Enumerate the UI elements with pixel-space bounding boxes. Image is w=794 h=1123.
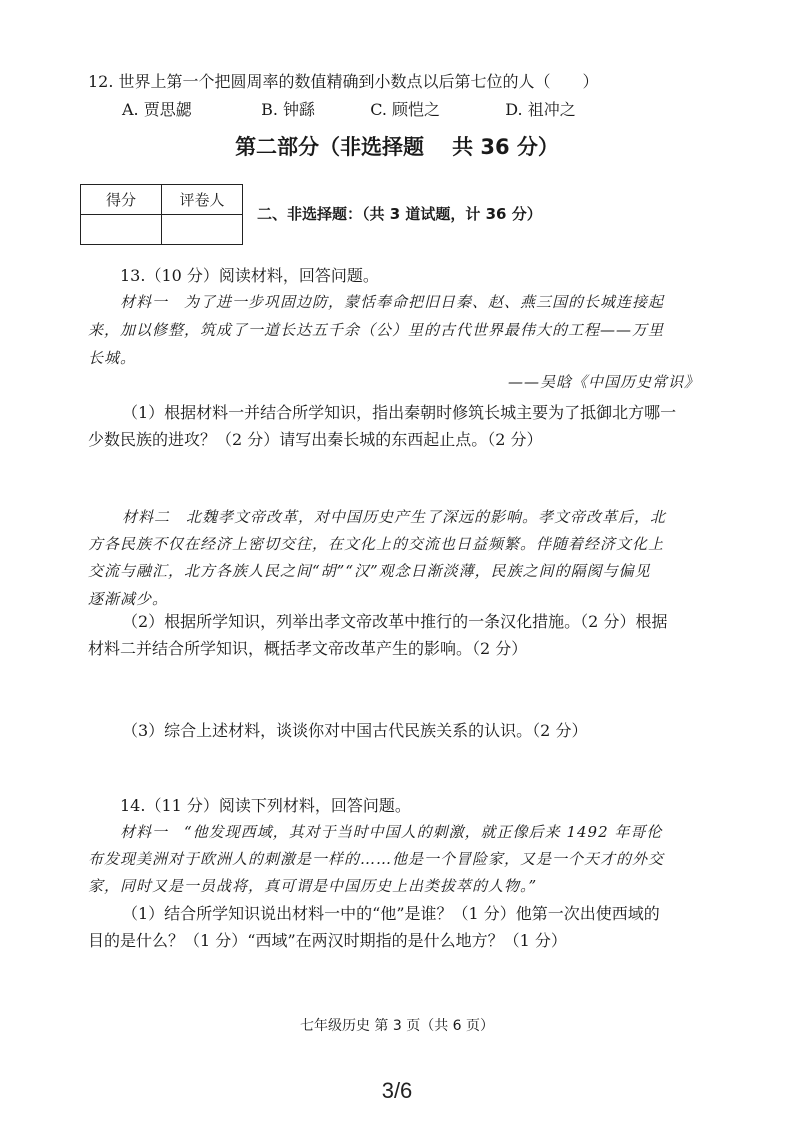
- q13-sub1-line1: （1）根据材料一并结合所学知识，指出秦朝时修筑长城主要为了抵御北方哪一: [122, 403, 677, 422]
- q13-sub2-line2: 材料二并结合所学知识，概括孝文帝改革产生的影响。（2 分）: [88, 639, 528, 658]
- q13-sub3: （3）综合上述材料，谈谈你对中国古代民族关系的认识。（2 分）: [122, 721, 588, 740]
- score-table: [80, 184, 243, 245]
- q13-material1-source: ——吴晗《中国历史常识》: [508, 373, 701, 391]
- q13-sub2-line1: （2）根据所学知识，列举出孝文帝改革中推行的一条汉化措施。（2 分）根据: [122, 612, 668, 631]
- q14-stem: 14.（11 分）阅读下列材料，回答问题。: [120, 796, 411, 815]
- section2-heading: 二、非选择题：（共 3 道试题，计 36 分）: [257, 205, 542, 223]
- grader-cell: [162, 215, 243, 245]
- q13-material2-line2: 方各民族不仅在经济上密切交往，在文化上的交流也日益频繁。伴随着经济文化上: [88, 535, 665, 553]
- q12-option-b: B. 钟繇: [261, 100, 316, 119]
- score-header: 得分: [81, 185, 162, 215]
- q13-material2-line1: 材料二 北魏孝文帝改革，对中国历史产生了深远的影响。孝文帝改革后，北: [122, 508, 667, 526]
- page-indicator: 3/6: [381, 1078, 413, 1103]
- q13-material1-line1: 材料一 为了进一步巩固边防，蒙恬奉命把旧日秦、赵、燕三国的长城连接起: [120, 293, 665, 311]
- q14-sub1-line2: 目的是什么？（1 分）“西域”在两汉时期指的是什么地方？（1 分）: [88, 931, 567, 950]
- q12-option-a: A. 贾思勰: [122, 100, 192, 119]
- score-cell: [81, 215, 162, 245]
- part2-title: [0, 133, 794, 161]
- q14-material1-line3: 家，同时又是一员战将，真可谓是中国历史上出类拔萃的人物。”: [88, 877, 538, 895]
- q14-material1-line2: 布发现美洲对于欧洲人的刺激是一样的……他是一个冒险家，又是一个天才的外交: [88, 850, 665, 868]
- q13-material2-line3: 交流与融汇，北方各族人民之间“胡”“汉”观念日渐淡薄，民族之间的隔阂与偏见: [88, 562, 651, 580]
- q12-stem: 12. 世界上第一个把圆周率的数值精确到小数点以后第七位的人（ ）: [88, 72, 599, 91]
- q13-material1-line2: 来，加以修整，筑成了一道长达五千余（公）里的古代世界最伟大的工程——万里: [88, 321, 665, 339]
- q14-sub1-line1: （1）结合所学知识说出材料一中的“他”是谁？（1 分）他第一次出使西域的: [122, 904, 660, 923]
- page-footer: 七年级历史 第 3 页（共 6 页）: [299, 1018, 495, 1034]
- q13-material1-line3: 长城。: [88, 349, 137, 367]
- q12-option-d: D. 祖冲之: [505, 100, 576, 119]
- q13-sub1-line2: 少数民族的进攻？（2 分）请写出秦长城的东西起止点。（2 分）: [88, 430, 543, 449]
- grader-header: 评卷人: [162, 185, 243, 215]
- q12-options: [122, 100, 576, 120]
- q14-material1-line1: 材料一 “他发现西域，其对于当时中国人的刺激，就正像后来 1492 年哥伦: [120, 823, 663, 841]
- q12-option-c: C. 顾恺之: [370, 100, 441, 119]
- part2-title-a: 第二部分（非选择题: [235, 135, 425, 159]
- q13-material2-line4: 逐渐减少。: [88, 590, 169, 608]
- part2-title-b: 共 36 分）: [452, 135, 559, 159]
- q13-stem: 13.（10 分）阅读材料，回答问题。: [120, 266, 379, 285]
